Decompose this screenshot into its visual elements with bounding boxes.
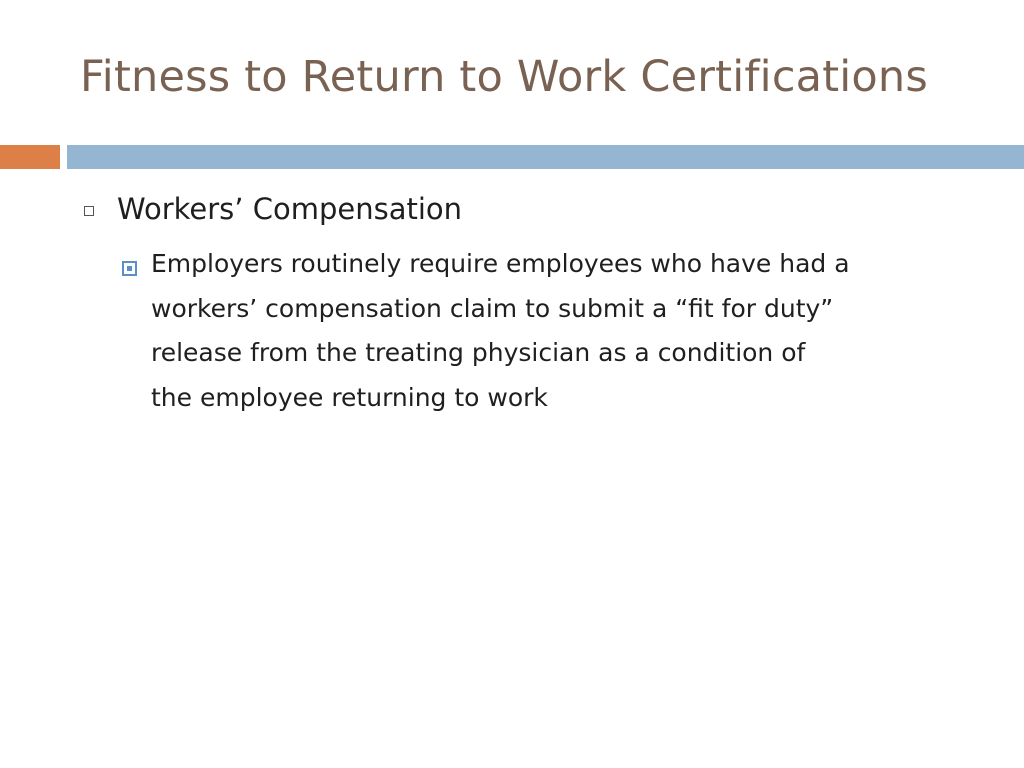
- sub-bullet-text: [151, 242, 981, 420]
- slide-title: Fitness to Return to Work Certifications: [80, 52, 928, 102]
- accent-bar-blue: [67, 145, 1024, 169]
- accent-bar-orange: [0, 145, 60, 169]
- hollow-square-bullet-icon: [84, 206, 94, 216]
- sub-bullet-line: release from the treating physician as a condition of: [151, 338, 806, 367]
- sub-bullet-line: the employee returning to work: [151, 382, 548, 412]
- bullet-text: Workers’ Compensation: [117, 192, 463, 226]
- sub-bullet-line: Employers routinely require employees who have had a: [151, 249, 850, 278]
- square-bullet-icon: [122, 261, 137, 276]
- sub-bullet-line: workers’ compensation claim to submit a “fit for duty”: [151, 293, 834, 323]
